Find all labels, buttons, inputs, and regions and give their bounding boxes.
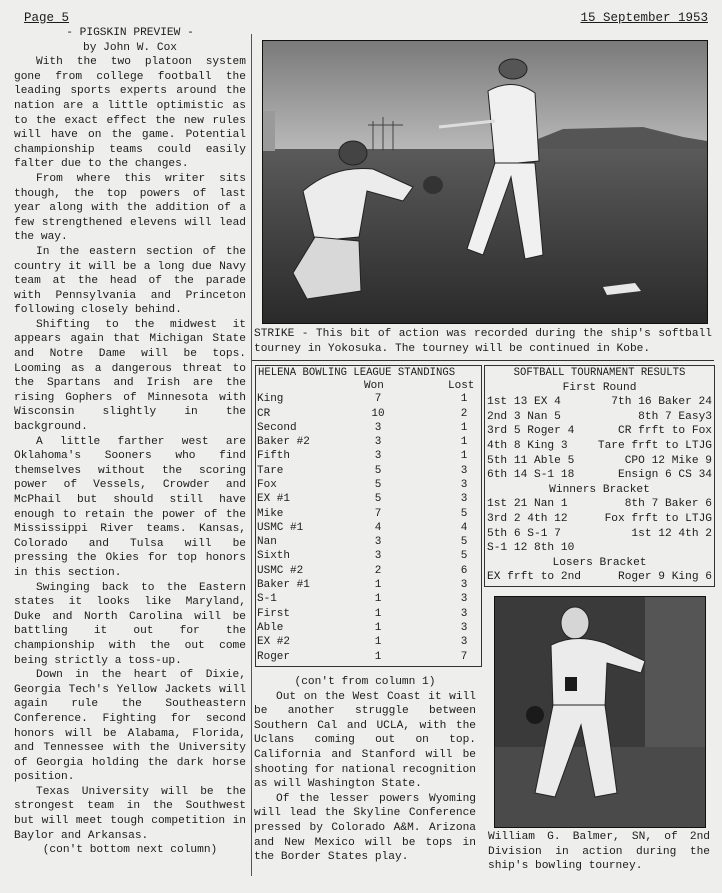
result-line: 1st 21 Nan 1 8th 7 Baker 6 xyxy=(487,498,712,511)
table-row: Mike 7 5 xyxy=(257,507,468,520)
bowling-title: HELENA BOWLING LEAGUE STANDINGS xyxy=(258,367,456,379)
table-row: EX #2 1 3 xyxy=(257,636,468,649)
table-row: Nan 3 5 xyxy=(257,536,468,549)
article-byline: by John W. Cox xyxy=(83,41,177,54)
table-row: First 1 3 xyxy=(257,607,468,620)
lost-header: Lost xyxy=(448,380,475,393)
won-header: Won xyxy=(364,380,384,393)
result-line: 3rd 2 4th 12 Fox frft to LTJG xyxy=(487,512,712,525)
table-row: Roger 1 7 xyxy=(257,650,468,663)
table-row: CR 10 2 xyxy=(257,407,468,420)
bowling-standings-table xyxy=(255,365,482,667)
column-divider xyxy=(251,34,252,876)
table-row: Baker #1 1 3 xyxy=(257,579,468,592)
softball-photo-caption: STRIKE - This bit of action was recorded during the ship's softball tourney in Yokosuka. The tourney will be continued in Kobe. xyxy=(254,328,712,355)
result-line: 6th 14 S-1 18 Ensign 6 CS 34 xyxy=(487,469,712,482)
result-line: 1st 13 EX 4 7th 16 Baker 24 xyxy=(487,396,712,409)
result-line: S-1 12 8th 10 xyxy=(487,542,575,555)
first-round-title: First Round xyxy=(562,381,637,394)
softball-results-box xyxy=(484,365,715,587)
issue-date: 15 September 1953 xyxy=(580,11,708,25)
result-line: 4th 8 King 3 Tare frft to LTJG xyxy=(487,439,712,452)
result-line: 5th 11 Able 5 CPO 12 Mike 9 xyxy=(487,454,712,467)
result-line: EX frft to 2nd Roger 9 King 6 xyxy=(487,571,712,584)
result-line: 3rd 5 Roger 4 CR frft to Fox xyxy=(487,425,712,438)
article-paragraph: Texas University will be the strongest team in the Southwest but will meet tough competition in Baylor and Arkansas. xyxy=(14,785,246,842)
winners-bracket-title: Winners Bracket xyxy=(549,483,650,496)
pigskin-preview-article xyxy=(14,26,246,858)
table-row: Fifth 3 1 xyxy=(257,450,468,463)
article-paragraph: Down in the heart of Dixie, Georgia Tech's Yellow Jackets will again rule the Southeastern Conference. Fighting for second honors will be Alabama, Florida, and Tennessee with the University of Georgia holding the dark horse position. xyxy=(14,669,246,784)
bowling-photo xyxy=(494,596,706,828)
softball-title: SOFTBALL TOURNAMENT RESULTS xyxy=(513,367,686,379)
article-paragraph: In the eastern section of the country it will be a long due Navy team at the head of the parade with Pennsylvania and Princeton following closely behind. xyxy=(14,245,246,317)
section-divider xyxy=(252,360,714,361)
result-line: 5th 6 S-1 7 1st 12 4th 2 xyxy=(487,527,712,540)
continuation-title: (con't from column 1) xyxy=(294,676,436,688)
article-paragraph: Out on the West Coast it will be another struggle between Southern Cal and UCLA, with the Uclans coming out on top. California and Stanford will be shooting for national recognition as will Washington State. xyxy=(254,690,476,791)
table-row: Baker #2 3 1 xyxy=(257,436,468,449)
table-row: S-1 1 3 xyxy=(257,593,468,606)
article-paragraph: Shifting to the midwest it appears again that Michigan State and Notre Dame will be tops. Looming as a dangerous threat to the Spartans and Irish are the rising Gophers of Minnesota with Wisconsin slightly in the background. xyxy=(14,318,246,434)
table-row: Able 1 3 xyxy=(257,621,468,634)
article-paragraph: With the two platoon system gone from college football the leading sports experts around the nation are a little optimistic as to the exact effect the new rules will have on the game. Potential championship teams could easily falter due to the changes. xyxy=(14,56,246,171)
table-row: Second 3 1 xyxy=(257,421,468,434)
article-paragraph: Swinging back to the Eastern states it looks like Maryland, Duke and North Carolina will be battling it out for the championship with the out come being strictly a toss-up. xyxy=(14,581,246,667)
article-continued-note: (con't bottom next column) xyxy=(42,844,218,857)
result-line: 2nd 3 Nan 5 8th 7 Easy3 xyxy=(487,410,712,423)
article-title: - PIGSKIN PREVIEW - xyxy=(66,27,194,39)
page-number: Page 5 xyxy=(24,11,70,25)
table-row: King 7 1 xyxy=(257,393,468,406)
table-row: USMC #2 2 6 xyxy=(257,564,468,577)
article-continuation xyxy=(254,675,476,865)
losers-bracket-title: Losers Bracket xyxy=(552,556,647,569)
bowling-photo-caption: William G. Balmer, SN, of 2nd Division in action during the ship's bowling tourney. xyxy=(488,831,710,873)
table-row: Sixth 3 5 xyxy=(257,550,468,563)
table-row: Tare 5 3 xyxy=(257,464,468,477)
article-paragraph: From where this writer sits though, the top powers of last year along with the addition of a few strengthened elevens will lead the way. xyxy=(14,172,246,244)
article-paragraph: A little farther west are Oklahoma's Sooners who find themselves without the scoring power of Vessels, Crowder and McPhail but should still have enough to retain the power of the Mississippi River teams. Kansas, Colorado and Tulsa will be pressing the Okies for top honors in this section. xyxy=(14,435,246,579)
article-paragraph: Of the lesser powers Wyoming will lead the Skyline Conference pressed by Colorado A&M. Arizona and New Mexico will be tops in the Border States play. xyxy=(254,792,476,864)
table-row: USMC #1 4 4 xyxy=(257,521,468,534)
table-row: EX #1 5 3 xyxy=(257,493,468,506)
table-row: Fox 5 3 xyxy=(257,478,468,491)
softball-photo xyxy=(262,40,708,324)
